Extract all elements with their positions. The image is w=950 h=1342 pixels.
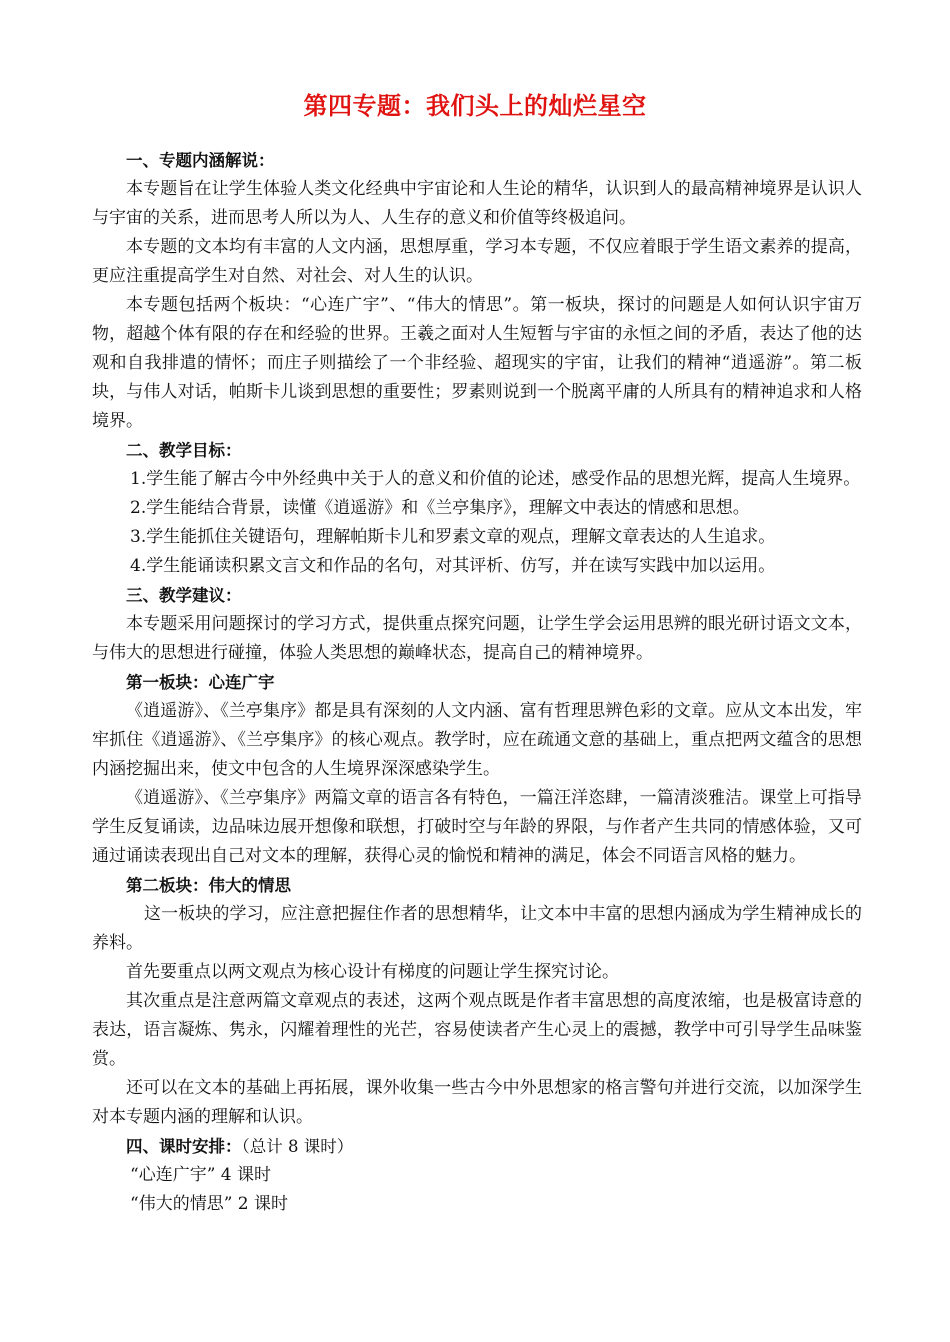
paragraph: 本专题采用问题探讨的学习方式，提供重点探究问题，让学生学会运用思辨的眼光研讨语文文本，与伟大的思想进行碰撞，体验人类思想的巅峰状态，提高自己的精神境界。 (92, 614, 862, 663)
goal-item: 1.学生能了解古今中外经典中关于人的意义和价值的论述，感受作品的思想光辉，提高人生境界。 (130, 469, 861, 489)
section-heading-1: 一、专题内涵解说： (126, 151, 275, 170)
paragraph: 其次重点是注意两篇文章观点的表述，这两个观点既是作者丰富思想的高度浓缩，也是极富诗意的表达，语言凝炼、隽永，闪耀着理性的光芒，容易使读者产生心灵上的震撼，教学中可引导学生品味鉴赏。 (92, 991, 862, 1069)
paragraph: 这一板块的学习，应注意把握住作者的思想精华，让文本中丰富的思想内涵成为学生精神成长的养料。 (92, 904, 862, 953)
paragraph: 首先要重点以两文观点为核心设计有梯度的问题让学生探究讨论。 (126, 962, 619, 982)
section-heading-4-label: 四、课时安排： (126, 1137, 242, 1156)
document-body (92, 146, 862, 1219)
goal-item: 2.学生能结合背景，读懂《逍遥游》和《兰亭集序》，理解文中表达的情感和思想。 (130, 498, 750, 518)
schedule-item: “心连广宇” 4 课时 (130, 1165, 272, 1185)
paragraph: 《逍遥游》、《兰亭集序》都是具有深刻的人文内涵、富有哲理思辨色彩的文章。应从文本出发，牢牢抓住《逍遥游》、《兰亭集序》的核心观点。教学时，应在疏通文意的基础上，重点把两文蕴含的思想内涵挖掘出来，使文中包含的人生境界深深感染学生。 (92, 701, 862, 779)
total-hours: （总计 8 课时） (241, 1137, 354, 1156)
paragraph: 本专题旨在让学生体验人类文化经典中宇宙论和人生论的精华，认识到人的最高精神境界是认识人与宇宙的关系，进而思考人所以为人、人生存的意义和价值等终极追问。 (92, 179, 862, 228)
section-heading-3: 三、教学建议： (126, 586, 242, 605)
section-heading-4 (92, 1132, 862, 1161)
section-heading-2: 二、教学目标： (126, 441, 242, 460)
goal-item: 4.学生能诵读积累文言文和作品的名句，对其评析、仿写，并在读写实践中加以运用。 (130, 556, 776, 576)
paragraph: 本专题包括两个板块：“心连广宇”、“伟大的情思”。第一板块，探讨的问题是人如何认识宇宙万物，超越个体有限的存在和经验的世界。王羲之面对人生短暂与宇宙的永恒之间的矛盾，表达了他的达观和自我排遣的情怀；而庄子则描绘了一个非经验、超现实的宇宙，让我们的精神“逍遥游”。第二板块，与伟人对话，帕斯卡儿谈到思想的重要性；罗素则说到一个脱离平庸的人所具有的精神追求和人格境界。 (92, 295, 862, 431)
block-heading-1: 第一板块：心连广宇 (126, 673, 275, 692)
paragraph: 还可以在文本的基础上再拓展，课外收集一些古今中外思想家的格言警句并进行交流，以加深学生对本专题内涵的理解和认识。 (92, 1078, 862, 1127)
document-title: 第四专题：我们头上的灿烂星空 (303, 92, 647, 120)
paragraph: 本专题的文本均有丰富的人文内涵，思想厚重，学习本专题，不仅应着眼于学生语文素养的提高，更应注重提高学生对自然、对社会、对人生的认识。 (92, 237, 862, 286)
schedule-item: “伟大的情思” 2 课时 (130, 1194, 289, 1214)
block-heading-2: 第二板块：伟大的情思 (126, 876, 291, 895)
goal-item: 3.学生能抓住关键语句，理解帕斯卡儿和罗素文章的观点，理解文章表达的人生追求。 (130, 527, 776, 547)
paragraph: 《逍遥游》、《兰亭集序》两篇文章的语言各有特色，一篇汪洋恣肆，一篇清淡雅洁。课堂上可指导学生反复诵读，边品味边展开想像和联想，打破时空与年龄的界限，与作者产生共同的情感体验，又可通过诵读表现出自己对文本的理解，获得心灵的愉悦和精神的满足，体会不同语言风格的魅力。 (92, 788, 862, 866)
